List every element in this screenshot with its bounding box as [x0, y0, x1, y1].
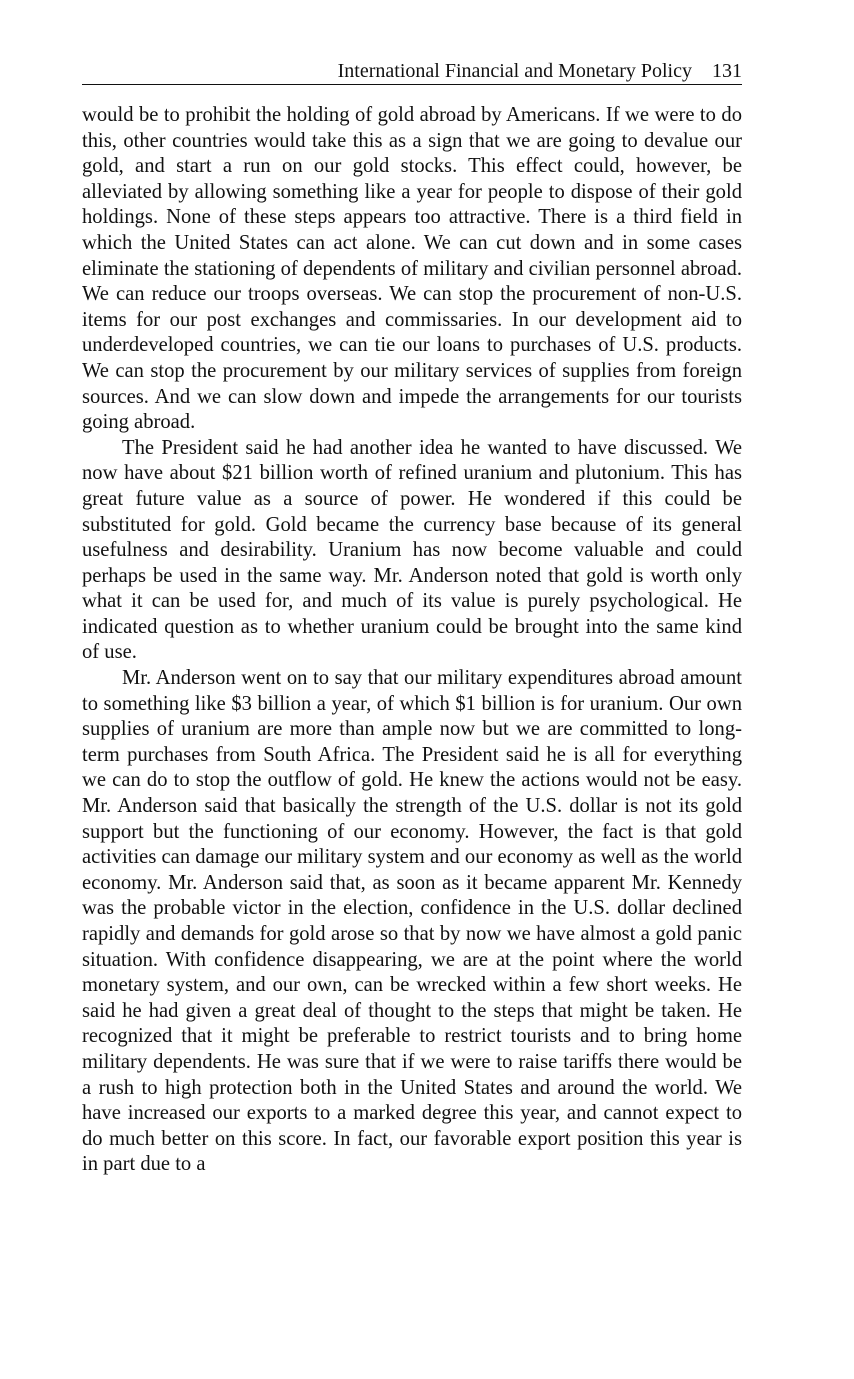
document-page: [82, 58, 742, 1178]
body-text: [82, 103, 742, 1178]
paragraph-anderson-expenditures: Mr. Anderson went on to say that our military expenditures abroad amount to something like $3 billion a year, of which $1 billion is for uranium. Our own supplies of uranium are more than ample now but we are committed to long-term purchases from South Africa. The President said he is all for everything we can do to stop the outflow of gold. He knew the actions would not be easy. Mr. Anderson said that basically the strength of the U.S. dollar is not its gold support but the functioning of our economy. However, the fact is that gold activities can damage our military system and our economy as well as the world economy. Mr. Anderson said that, as soon as it became apparent Mr. Kennedy was the probable victor in the election, confidence in the U.S. dollar declined rapidly and demands for gold arose so that by now we have almost a gold panic situation. With confidence disappearing, we are at the point where the world monetary system, and our own, can be wrecked within a few short weeks. He said he had given a great deal of thought to the steps that might be taken. He recognized that it might be preferable to restrict tourists and to bring home military dependents. He was sure that if we were to raise tariffs there would be a rush to high protection both in the United States and around the world. We have increased our exports to a marked degree this year, and cannot expect to do much better on this score. In fact, our favorable export position this year is in part due to a: [82, 667, 742, 1176]
page-number: 131: [712, 60, 742, 82]
running-head-title: International Financial and Monetary Policy: [337, 60, 692, 82]
paragraph-president-uranium: The President said he had another idea he wanted to have discussed. We now have about $21 billion worth of refined uranium and plutonium. This has great future value as a source of power. He wondered if this could be substituted for gold. Gold became the currency base because of its general usefulness and desirability. Uranium has now become valuable and could perhaps be used in the same way. Mr. Anderson noted that gold is worth only what it can be used for, and much of its value is purely psychological. He indicated question as to whether uranium could be brought into the same kind of use.: [82, 436, 742, 664]
paragraph-continued: would be to prohibit the holding of gold abroad by Americans. If we were to do this, other countries would take this as a sign that we are going to devalue our gold, and start a run on our gold stocks. This effect could, however, be alleviated by allowing something like a year for people to dispose of their gold holdings. None of these steps appears too attractive. There is a third field in which the United States can act alone. We can cut down and in some cases eliminate the stationing of dependents of military and civilian personnel abroad. We can reduce our troops overseas. We can stop the procurement of non-U.S. items for our post exchanges and commissaries. In our development aid to underdeveloped countries, we can tie our loans to purchases of U.S. products. We can stop the procurement by our military services of supplies from foreign sources. And we can slow down and impede the arrangements for our tourists going abroad.: [82, 104, 742, 434]
running-head: [82, 58, 742, 85]
